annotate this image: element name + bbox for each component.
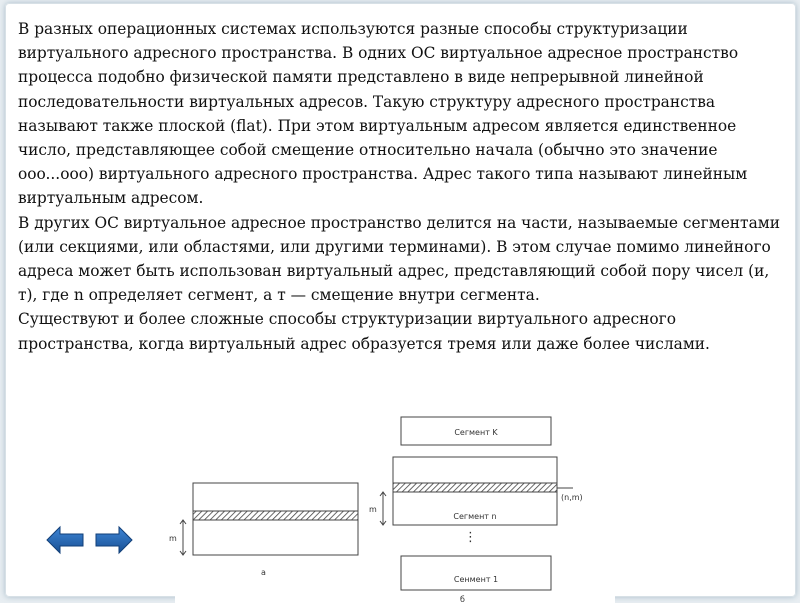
segment-1-label: Сенмент 1	[453, 575, 499, 584]
label-b: б	[460, 595, 465, 603]
segment-n-address-marker	[393, 483, 557, 492]
paragraph-segmented-address-space: В других ОС виртуальное адресное пространство делится на части, называемые сегментами (или секциями, или областями, или другими терминами). В этом случае помимо линейного адреса может быть использован виртуальный адрес, представляющий собой пору чисел (и, т), где n определяет сегмент, а т — смещение внутри сегмента.	[18, 213, 780, 305]
segmented-address-space	[369, 417, 583, 603]
previous-slide-button[interactable]	[45, 524, 85, 556]
segments-ellipsis: ⋮	[464, 530, 477, 545]
paragraph-complex-address-space: Существуют и более сложные способы структуризации виртуального адресного пространства, когда виртуальный адрес образуется тремя или даже более числами.	[18, 310, 710, 353]
label-nm: (n,m)	[561, 493, 583, 502]
address-space-diagram	[169, 413, 615, 603]
segment-1-block	[401, 556, 551, 590]
address-space-figure	[169, 413, 615, 603]
paragraph-flat-address-space: В разных операционных системах используются разные способы структуризации виртуального адресного пространства. В одних ОС виртуальное адресное пространство процесса подобно физической памяти представлено в виде непрерывной линейной последовательности виртуальных адресов. Такую структуру адресного пространства называют также плоской (flat). При этом виртуальным адресом является единственное число, представляющее собой смещение относительно начала (обычно это значение ooo...ooo) виртуального адресного пространства. Адрес такого типа называют линейным виртуальным адресом.	[18, 20, 748, 208]
segment-k-label: Сегмент K	[454, 428, 498, 437]
slide-body-text	[18, 17, 788, 356]
left-arrow-icon	[45, 524, 85, 556]
label-m-right: m	[369, 505, 377, 514]
right-arrow-icon	[94, 524, 134, 556]
slide	[5, 3, 796, 603]
flat-address-marker	[193, 511, 358, 520]
segment-n-label: Сегмент n	[453, 512, 497, 521]
next-slide-button[interactable]	[94, 524, 134, 556]
label-m-left: m	[169, 534, 177, 543]
flat-address-space	[169, 483, 358, 577]
label-a: a	[261, 568, 266, 577]
